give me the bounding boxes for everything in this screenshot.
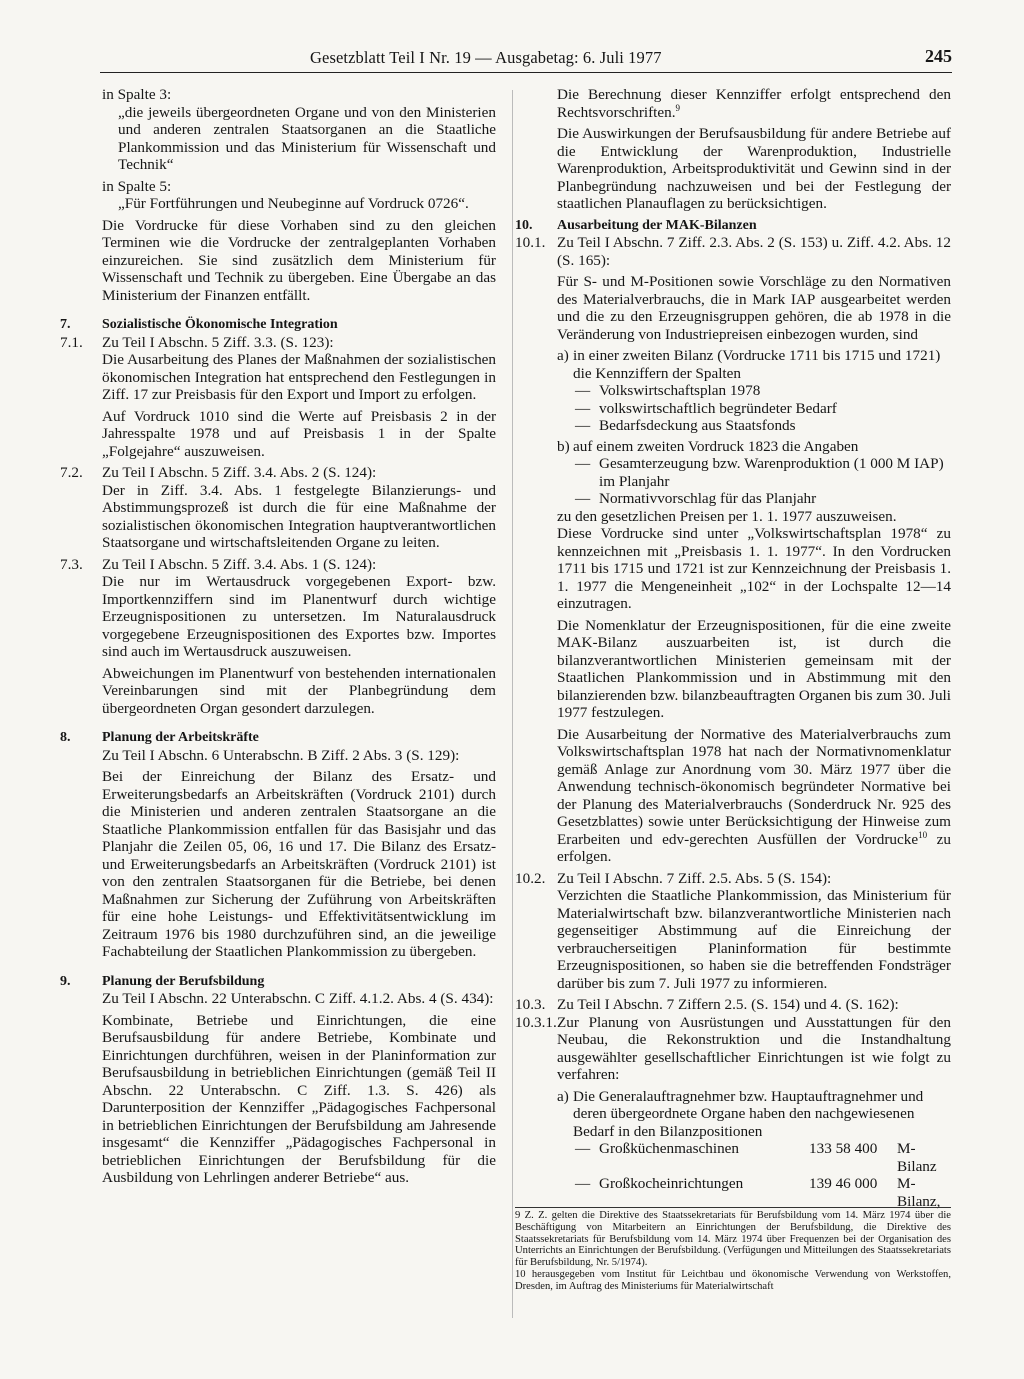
dash-item: — Volkswirtschaftsplan 1978 <box>575 382 761 399</box>
section-7-3 <box>60 556 496 722</box>
list-item-b: b) auf einem zweiten Vordruck 1823 die Angaben <box>557 437 859 455</box>
paragraph: Verzichten die Staatliche Plankommission, das Ministerium für Materialwirtschaft bzw. bilanzverantwortliche Ministerien nach gegenseitiger Abstimmung auf die Einreichung der verbraucherseitigen Planinformation für bestimmte Erzeugnispositionen, so haben sie die betreffenden Fondsträger darüber bis zum 7. Juli 1977 zu informieren. <box>557 887 951 992</box>
left-column <box>60 86 496 1191</box>
paragraph: Die nur im Wertausdruck vorgegebenen Export- bzw. Importkennziffern sind im Planentwurf durch wichtige Erzeugnispositionen zu untersetzen. Im Naturalausdruck vorgegebene Erzeugnispositionen des Exportes bzw. Importes sind auch im Wertausdruck auszuweisen. <box>102 573 496 660</box>
section-title: Sozialistische Ökonomische Integration <box>102 317 338 332</box>
paragraph: Die Nomenklatur der Erzeugnispositionen, für die eine zweite MAK-Bilanz auszuarbeiten ist, ist durch die bilanzverantwortlichen Ministerien gemeinsam mit der Staatlichen Plankommission und in Abstimmung mit den bilanzierenden bzw. bilanzbeauftragten Organen bis zum 30. Juli 1977 festzulegen. <box>557 616 951 721</box>
section-10-heading <box>515 217 951 235</box>
column-divider <box>512 90 513 1318</box>
dash-item: — Normativvorschlag für das Planjahr <box>575 490 817 507</box>
spalte5-label: in Spalte 5: <box>102 177 172 195</box>
section-title: Ausarbeitung der MAK-Bilanzen <box>557 217 757 233</box>
spalte5-quote: „Für Fortführungen und Neubeginne auf Vordruck 0726“. <box>118 195 469 212</box>
paragraph: Die Berechnung dieser Kennziffer erfolgt entsprechend den Rechtsvorschriften.$^9$ <box>557 86 951 121</box>
footnotes <box>515 1207 951 1293</box>
balance-position-row: — Großküchenmaschinen 133 58 400 M-Bilanz <box>575 1140 937 1175</box>
section-number: 10.1. <box>515 234 546 251</box>
paragraph: Diese Vordrucke sind unter „Volkswirtschaftsplan 1978“ zu kennzeichnen mit „Preisbasis 1. 1. 1977“. In den Vordrucken 1711 bis 1715 und 1721 ist zur Kennzeichnung der Preisbasis 1. 1. 1977 die Mengeneinheit „102“ in der Lochspalte 12—14 einzutragen. <box>557 525 951 612</box>
section-reference: Zu Teil I Abschn. 5 Ziff. 3.4. Abs. 2 (S. 124): <box>102 464 377 481</box>
section-7-heading <box>60 316 496 334</box>
section-number: 10. <box>515 217 533 233</box>
section-10-2 <box>515 870 951 997</box>
section-8-heading <box>60 729 496 747</box>
section-reference: Zu Teil I Abschn. 22 Unterabschn. C Ziff. 4.1.2. Abs. 4 (S. 434): <box>102 990 494 1007</box>
section-number: 7.2. <box>60 464 83 481</box>
balance-position-row: — Großkocheinrichtungen 139 46 000 M-Bilanz, <box>575 1175 941 1210</box>
header-title: Gesetzblatt Teil I Nr. 19 — Ausgabetag: 6. Juli 1977 <box>310 48 662 67</box>
section-title: Planung der Berufsbildung <box>102 973 265 989</box>
section-8-body <box>60 747 496 965</box>
section-reference: Zu Teil I Abschn. 7 Ziff. 2.5. Abs. 5 (S. 154): <box>557 869 832 887</box>
section-number: 10.2. <box>515 869 546 887</box>
list-item-a: a) in einer zweiten Bilanz (Vordrucke 1711 bis 1715 und 1721) die Kennziffern der Spalten <box>557 347 941 382</box>
paragraph: Die Ausarbeitung des Planes der Maßnahmen der sozialistischen ökonomischen Integration hat entsprechend den Festlegungen in Ziff. 17 zur Preisbasis für den Export und Import zu erfolgen. <box>102 351 496 403</box>
section-number: 10.3.1. <box>515 1013 557 1031</box>
list-item-a: a) Die Generalauftragnehmer bzw. Hauptauftragnehmer und deren übergeordnete Organe haben den nachgewiesenen Bedarf in den Bilanzpositionen <box>557 1087 924 1140</box>
section-reference: Zu Teil I Abschn. 5 Ziff. 3.4. Abs. 1 (S. 124): <box>102 555 377 573</box>
spalte3-block <box>60 86 496 308</box>
paragraph: Bei der Einreichung der Bilanz des Ersatz- und Erweiterungsbedarfs an Arbeitskräften (Vordruck 2101) durch die Ministerien und anderen zentralen Staatsorgane an die Staatliche Plankommission entfallen für das Basisjahr und das Planjahr die Zeilen 05, 06, 16 und 17. Die Bilanz des Ersatz- und Erweiterungsbedarfs an Arbeitskräften (Vordruck 2101) ist von den zentralen Staatsorganen für die Betriebe, bei denen Maßnahmen zur Sicherung der Zuführung von Arbeitskräften für eine hohe Leistungs- und Effektivitätsentwicklung im Zeitraum 1976 bis 1980 durchzuführen sind, an die jeweilige Fachabteilung der Staatlichen Plankommission zu übergeben. <box>102 768 496 960</box>
paragraph: Für S- und M-Positionen sowie Vorschläge zu den Normativen des Materialverbrauchs, die in Mark IAP ausgearbeitet werden und die zu den Erzeugnisgruppen gehören, die ab 1978 in die Veränderung von Industriepreisen einbezogen wurden, sind <box>557 273 951 343</box>
dash-item: — Gesamterzeugung bzw. Warenproduktion (1 000 M IAP) im Planjahr <box>575 455 944 490</box>
section-number: 10.3. <box>515 996 546 1013</box>
section-10-3-1 <box>515 1014 951 1211</box>
paragraph: Auf Vordruck 1010 sind die Werte auf Preisbasis 2 in der Jahresspalte 1978 und auf Preisbasis 1 in der Spalte „Folgejahre“ auszuweisen. <box>102 407 496 460</box>
spalte3-label: in Spalte 3: <box>102 86 172 103</box>
section-number: 7.3. <box>60 555 83 573</box>
paragraph: Der in Ziff. 3.4. Abs. 1 festgelegte Bilanzierungs- und Abstimmungsprozeß ist durch die für eine Maßnahme der sozialistischen ökonomischen Integration hauptverantwortlichen Staatsorgane und wirtschaftsleitenden Organe zu leiten. <box>102 481 496 551</box>
section-reference: Zu Teil I Abschn. 7 Ziffern 2.5. (S. 154) und 4. (S. 162): <box>557 996 899 1013</box>
section-9-body <box>60 990 496 1191</box>
section-title: Planung der Arbeitskräfte <box>102 730 259 745</box>
section-7-1 <box>60 334 496 465</box>
footnote-9: 9 Z. Z. gelten die Direktive des Staatssekretariats für Berufsbildung vom 14. März 1974 über die Beschäftigung von Mitarbeitern an Einrichtungen der Berufsbildung, die Direktive des Staatssekretariats für Berufsbildung vom 14. März 1974 über Frequenzen bei der Organisation des Unterrichts an Einrichtungen der Berufsbildung. (Verfügungen und Mitteilungen des Staatssekretariats für Berufsbildung, Nr. 5/1974). <box>515 1210 951 1269</box>
section-reference: Zu Teil I Abschn. 5 Ziff. 3.3. (S. 123): <box>102 333 334 351</box>
berufsbildung-continuation <box>515 86 951 217</box>
section-number: 7.1. <box>60 333 83 351</box>
spalte3-quote: „die jeweils übergeordneten Organe und von den Ministerien und anderen zentralen Staatsorganen an die Staatliche Plankommission und das Ministerium für Wissenschaft und Technik“ <box>118 103 496 173</box>
section-10-1 <box>515 234 951 870</box>
paragraph: Zur Planung von Ausrüstungen und Ausstattungen für den Neubau, die Rekonstruktion und die Instandhaltung ausgewählter gesellschaftlicher Einrichtungen ist wie folgt zu verfahren: <box>557 1013 951 1083</box>
section-number: 9. <box>60 973 71 989</box>
paragraph: zu den gesetzlichen Preisen per 1. 1. 1977 auszuweisen. <box>557 507 897 525</box>
paragraph: Die Ausarbeitung der Normative des Materialverbrauchs zum Volkswirtschaftsplan 1978 hat nach der Normativnomenklatur gemäß Anlage zur Anordnung vom 30. März 1977 über die Anwendung technisch-ökonomisch begründeter Normative bei der Planung des Materialverbrauchs (Sonderdruck Nr. 925 des Gesetzblattes) sowie unter Berücksichtigung der Hinweise zum Erarbeiten und edv-gerechten Ausfüllen der Vordrucke$^{10}$ zu erfolgen. <box>557 725 951 865</box>
right-column <box>515 86 951 1210</box>
paragraph: Kombinate, Betriebe und Einrichtungen, die eine Berufsausbildung für andere Betriebe, Kombinate und Einrichtungen durchführen, weisen in der Planinformation zur Berufsausbildung in betrieblichen Einrichtungen (gemäß Teil II Abschn. 22 Unterabschn. C Ziff. 1.3. S. 426) als Darunterposition der Kennziffer „Pädagogisches Fachpersonal in betrieblichen Einrichtungen der Berufsbildung am Jahresende insgesamt“ die Kennziffer „Pädagogisches Fachpersonal in betrieblichen Einrichtungen der Berufsbildung für die Ausbildung von Lehrlingen anderer Betriebe“ aus. <box>102 1011 496 1186</box>
section-number: 7. <box>60 317 71 332</box>
section-reference: Zu Teil I Abschn. 6 Unterabschn. B Ziff. 2 Abs. 3 (S. 129): <box>102 746 460 764</box>
footnote-10: 10 herausgegeben vom Institut für Leichtbau und ökonomische Verwendung von Werkstoffen, Dresden, im Auftrag des Ministeriums für Materialwirtschaft <box>515 1268 951 1292</box>
paragraph: Die Auswirkungen der Berufsausbildung für andere Betriebe auf die Entwicklung der Warenproduktion, Industrielle Warenproduktion, Arbeitsproduktivität und Gewinn sind in der Planbegründung nachzuweisen und bei der Festlegung der staatlichen Planauflagen zu berücksichtigen. <box>557 125 951 212</box>
dash-item: — Bedarfsdeckung aus Staatsfonds <box>575 417 796 434</box>
paragraph: Abweichungen im Planentwurf von bestehenden internationalen Vereinbarungen sind mit der Planbegründung dem übergeordneten Organ gesondert darzulegen. <box>102 664 496 717</box>
section-9-heading <box>60 973 496 991</box>
section-7-2 <box>60 464 496 556</box>
page-number: 245 <box>925 46 952 66</box>
vordrucke-paragraph: Die Vordrucke für diese Vorhaben sind zu den gleichen Terminen wie die Vordrucke der zentralgeplanten Vorhaben einzureichen. Sie sind zusätzlich dem Ministerium für Wissenschaft und Technik zu übergeben. Eine Übergabe an das Ministerium der Finanzen entfällt. <box>102 216 496 304</box>
page-header <box>100 46 952 73</box>
footnote-ref: 9 <box>675 102 681 113</box>
section-number: 8. <box>60 730 71 745</box>
footnote-ref: 10 <box>918 829 928 840</box>
section-reference: Zu Teil I Abschn. 7 Ziff. 2.3. Abs. 2 (S. 153) u. Ziff. 4.2. Abs. 12 (S. 165): <box>557 234 951 269</box>
section-10-3 <box>515 996 951 1014</box>
dash-item: — volkswirtschaftlich begründeter Bedarf <box>575 399 837 417</box>
